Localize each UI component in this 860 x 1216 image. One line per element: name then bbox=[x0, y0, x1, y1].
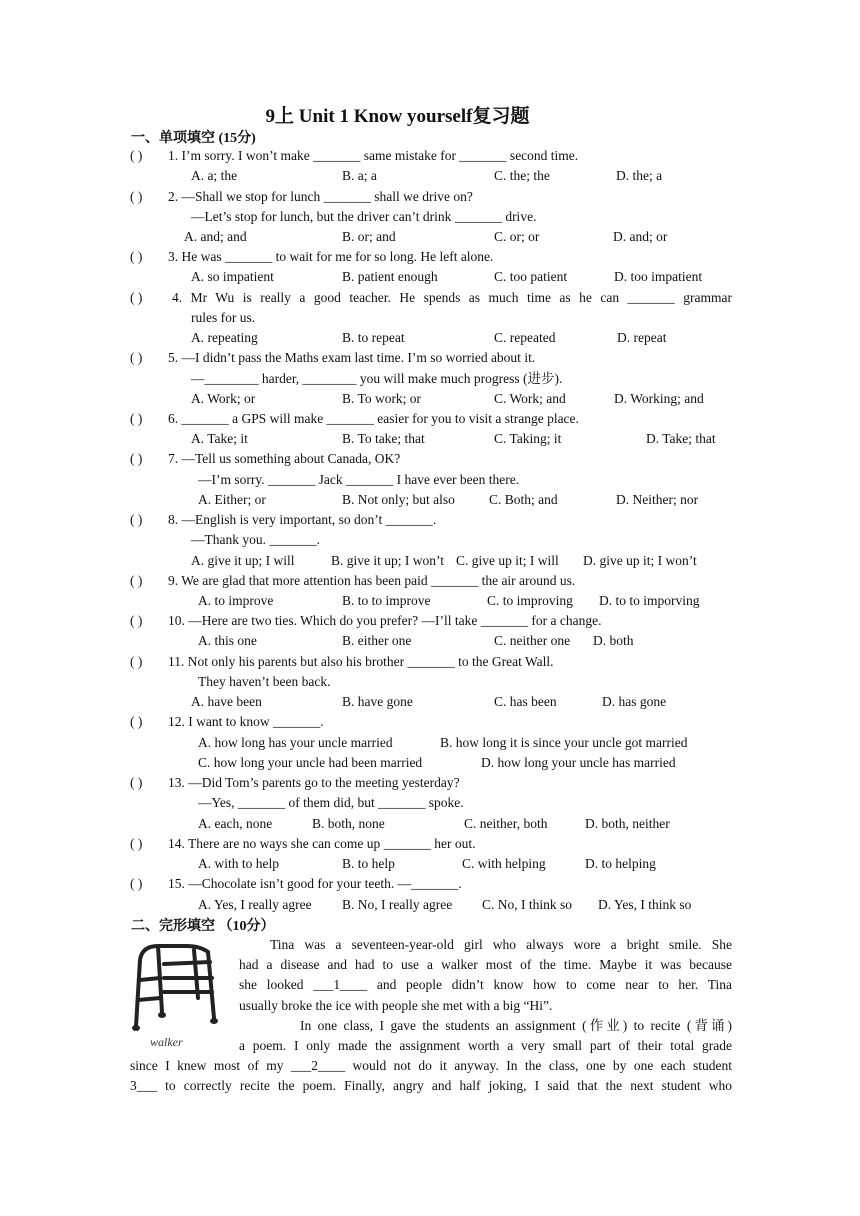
section-heading-single-choice: 一、单项填空 (15分) bbox=[131, 131, 256, 146]
walker-image bbox=[128, 938, 230, 1050]
answer-blank-11[interactable]: ( ) bbox=[130, 654, 143, 669]
q9-option-b: B. to to improve bbox=[342, 593, 431, 608]
q15-option-b: B. No, I really agree bbox=[342, 897, 453, 912]
q11-option-a: A. have been bbox=[191, 694, 262, 709]
q9-option-d: D. to to imporving bbox=[599, 593, 700, 608]
q13-option-d: D. both, neither bbox=[585, 816, 670, 831]
q4-option-c: C. repeated bbox=[494, 330, 556, 345]
q6-option-b: B. To take; that bbox=[342, 431, 425, 446]
question-7-text-line2: —I’m sorry. _______ Jack _______ I have ever been there. bbox=[198, 472, 520, 487]
question-8-text-line2: —Thank you. _______. bbox=[191, 532, 320, 547]
q13-option-b: B. both, none bbox=[312, 816, 385, 831]
q5-option-b: B. To work; or bbox=[342, 391, 422, 406]
question-4-text: 4. Mr Wu is really a good teacher. He spends as much time as he can _______ grammar bbox=[172, 290, 732, 305]
q2-option-c: C. or; or bbox=[494, 229, 540, 244]
q5-option-c: C. Work; and bbox=[494, 391, 566, 406]
q6-option-c: C. Taking; it bbox=[494, 431, 562, 446]
answer-blank-2[interactable]: ( ) bbox=[130, 189, 143, 204]
q12-option-d: D. how long your uncle has married bbox=[481, 755, 676, 770]
q14-option-c: C. with helping bbox=[462, 856, 546, 871]
q11-option-d: D. has gone bbox=[602, 694, 667, 709]
q8-option-a: A. give it up; I will bbox=[191, 553, 295, 568]
answer-blank-3[interactable]: ( ) bbox=[130, 249, 143, 264]
q4-option-d: D. repeat bbox=[617, 330, 667, 345]
q4-option-a: A. repeating bbox=[191, 330, 258, 345]
q6-option-a: A. Take; it bbox=[191, 431, 248, 446]
q3-option-c: C. too patient bbox=[494, 269, 568, 284]
q7-option-a: A. Either; or bbox=[198, 492, 266, 507]
question-5-text-line2: —________ harder, ________ you will make much progress (进步). bbox=[191, 371, 563, 386]
q10-option-d: D. both bbox=[593, 633, 634, 648]
answer-blank-12[interactable]: ( ) bbox=[130, 714, 143, 729]
cloze-p1-line2: had a disease and had to use a walker most of the time. Maybe it was because bbox=[239, 957, 732, 972]
q14-option-b: B. to help bbox=[342, 856, 395, 871]
cloze-p2-line3: since I knew most of my ___2____ would not do it anyway. In the class, one by one each student bbox=[130, 1058, 732, 1073]
q11-option-c: C. has been bbox=[494, 694, 557, 709]
answer-blank-13[interactable]: ( ) bbox=[130, 775, 143, 790]
answer-blank-6[interactable]: ( ) bbox=[130, 411, 143, 426]
q12-option-a: A. how long has your uncle married bbox=[198, 735, 393, 750]
cloze-p2-line1: In one class, I gave the students an assignment (作业) to recite (背诵) bbox=[300, 1018, 732, 1033]
q12-option-b: B. how long it is since your uncle got married bbox=[440, 735, 688, 750]
question-15-text: 15. —Chocolate isn’t good for your teeth. —_______. bbox=[168, 876, 462, 891]
q13-option-a: A. each, none bbox=[198, 816, 273, 831]
q14-option-d: D. to helping bbox=[585, 856, 656, 871]
question-5-text: 5. —I didn’t pass the Maths exam last time. I’m so worried about it. bbox=[168, 350, 536, 365]
question-6-text: 6. _______ a GPS will make _______ easier for you to visit a strange place. bbox=[168, 411, 579, 426]
walker-icon bbox=[128, 938, 230, 1050]
q15-option-c: C. No, I think so bbox=[482, 897, 573, 912]
question-11-text-line2: They haven’t been back. bbox=[198, 674, 331, 689]
q1-option-b: B. a; a bbox=[342, 168, 377, 183]
question-3-text: 3. He was _______ to wait for me for so long. He left alone. bbox=[168, 249, 494, 264]
question-7-text: 7. —Tell us something about Canada, OK? bbox=[168, 451, 401, 466]
answer-blank-4[interactable]: ( ) bbox=[130, 290, 143, 305]
question-10-text: 10. —Here are two ties. Which do you prefer? —I’ll take _______ for a change. bbox=[168, 613, 602, 628]
q9-option-c: C. to improving bbox=[487, 593, 573, 608]
answer-blank-10[interactable]: ( ) bbox=[130, 613, 143, 628]
answer-blank-5[interactable]: ( ) bbox=[130, 350, 143, 365]
question-12-text: 12. I want to know _______. bbox=[168, 714, 324, 729]
question-1-text: 1. I’m sorry. I won’t make _______ same mistake for _______ second time. bbox=[168, 148, 579, 163]
q2-option-a: A. and; and bbox=[184, 229, 247, 244]
q8-option-d: D. give up it; I won’t bbox=[583, 553, 697, 568]
q1-option-a: A. a; the bbox=[191, 168, 238, 183]
q10-option-b: B. either one bbox=[342, 633, 412, 648]
answer-blank-7[interactable]: ( ) bbox=[130, 451, 143, 466]
answer-blank-14[interactable]: ( ) bbox=[130, 836, 143, 851]
q10-option-c: C. neither one bbox=[494, 633, 571, 648]
q15-option-a: A. Yes, I really agree bbox=[198, 897, 312, 912]
answer-blank-9[interactable]: ( ) bbox=[130, 573, 143, 588]
question-8-text: 8. —English is very important, so don’t _______. bbox=[168, 512, 437, 527]
q3-option-b: B. patient enough bbox=[342, 269, 438, 284]
walker-caption: walker bbox=[150, 1035, 183, 1049]
q7-option-c: C. Both; and bbox=[489, 492, 558, 507]
q2-option-b: B. or; and bbox=[342, 229, 396, 244]
q5-option-a: A. Work; or bbox=[191, 391, 256, 406]
page-title: 9上 Unit 1 Know yourself复习题 bbox=[265, 106, 530, 127]
question-2-text: 2. —Shall we stop for lunch _______ shall we drive on? bbox=[168, 189, 473, 204]
answer-blank-1[interactable]: ( ) bbox=[130, 148, 143, 163]
question-2-text-line2: —Let’s stop for lunch, but the driver can’t drink _______ drive. bbox=[191, 209, 537, 224]
q3-option-a: A. so impatient bbox=[191, 269, 274, 284]
cloze-p1-line4: usually broke the ice with people she met with a big “Hi”. bbox=[239, 998, 553, 1013]
q7-option-b: B. Not only; but also bbox=[342, 492, 455, 507]
cloze-p2-line4: 3___ to correctly recite the poem. Finally, angry and half joking, I said that the next student who bbox=[130, 1078, 732, 1093]
section-heading-cloze: 二、完形填空 （10分） bbox=[131, 919, 275, 934]
q14-option-a: A. with to help bbox=[198, 856, 279, 871]
q6-option-d: D. Take; that bbox=[646, 431, 716, 446]
q8-option-c: C. give up it; I will bbox=[456, 553, 559, 568]
cloze-p2-line2: a poem. I only made the assignment worth a very small part of their total grade bbox=[239, 1038, 732, 1053]
question-11-text: 11. Not only his parents but also his brother _______ to the Great Wall. bbox=[168, 654, 554, 669]
answer-blank-8[interactable]: ( ) bbox=[130, 512, 143, 527]
q1-option-d: D. the; a bbox=[616, 168, 663, 183]
q9-option-a: A. to improve bbox=[198, 593, 274, 608]
question-9-text: 9. We are glad that more attention has been paid _______ the air around us. bbox=[168, 573, 576, 588]
q4-option-b: B. to repeat bbox=[342, 330, 405, 345]
q7-option-d: D. Neither; nor bbox=[616, 492, 699, 507]
cloze-p1-line3: she looked ___1____ and people didn’t know how to come near to her. Tina bbox=[239, 977, 732, 992]
answer-blank-15[interactable]: ( ) bbox=[130, 876, 143, 891]
q2-option-d: D. and; or bbox=[613, 229, 668, 244]
q3-option-d: D. too impatient bbox=[614, 269, 703, 284]
question-13-text-line2: —Yes, _______ of them did, but _______ spoke. bbox=[198, 795, 464, 810]
q12-option-c: C. how long your uncle had been married bbox=[198, 755, 423, 770]
q1-option-c: C. the; the bbox=[494, 168, 550, 183]
q5-option-d: D. Working; and bbox=[614, 391, 704, 406]
question-13-text: 13. —Did Tom’s parents go to the meeting yesterday? bbox=[168, 775, 460, 790]
q13-option-c: C. neither, both bbox=[464, 816, 548, 831]
q10-option-a: A. this one bbox=[198, 633, 257, 648]
q15-option-d: D. Yes, I think so bbox=[598, 897, 692, 912]
question-14-text: 14. There are no ways she can come up _______ her out. bbox=[168, 836, 476, 851]
cloze-p1-line1: Tina was a seventeen-year-old girl who always wore a bright smile. She bbox=[270, 937, 732, 952]
q8-option-b: B. give it up; I won’t bbox=[331, 553, 444, 568]
question-4-text-line2: rules for us. bbox=[191, 310, 256, 325]
q11-option-b: B. have gone bbox=[342, 694, 413, 709]
